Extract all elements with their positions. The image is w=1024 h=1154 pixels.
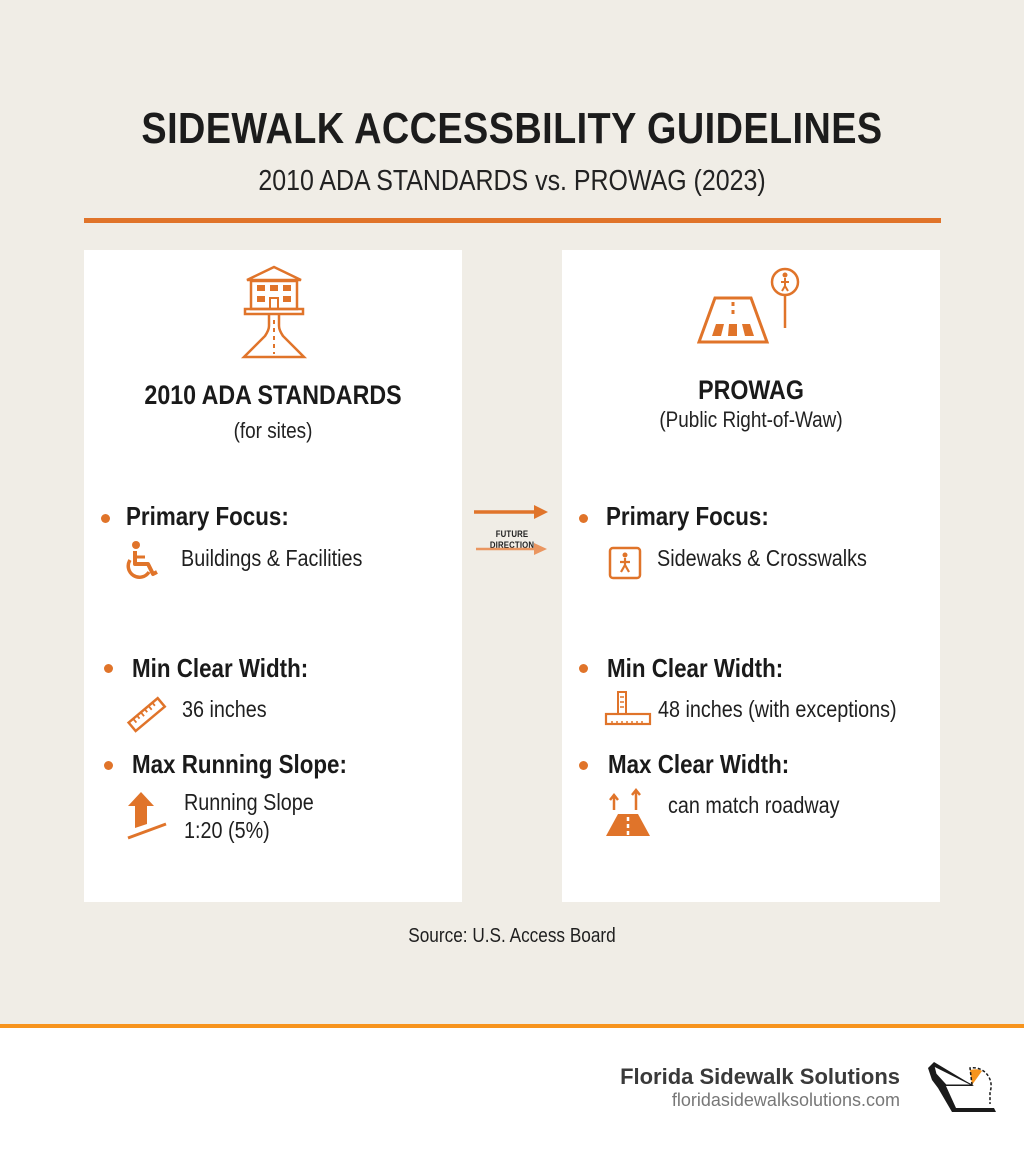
ada-running-slope-value-line2: 1:20 (5%) (184, 817, 270, 843)
bullet-dot (579, 761, 588, 770)
ada-primary-focus-label: Primary Focus: (126, 501, 289, 531)
ada-min-clear-width-label: Min Clear Width: (132, 653, 309, 683)
ada-panel-title: 2010 ADA STANDARDS (144, 380, 402, 410)
pedestrian-sign-icon (608, 546, 642, 580)
prowag-max-clear-width-label: Max Clear Width: (608, 749, 790, 779)
future-direction-label: FUTURE DIRECTION (489, 529, 535, 551)
ada-max-running-slope-label: Max Running Slope: (132, 749, 347, 779)
arrow-right-icon (466, 542, 558, 556)
page-title: SIDEWALK ACCESSBILITY GUIDELINES (141, 104, 883, 153)
title-divider (84, 218, 941, 223)
page-subtitle: 2010 ADA STANDARDS vs. PROWAG (2023) (258, 165, 766, 197)
bullet-dot (579, 664, 588, 673)
ada-min-clear-width-value: 36 inches (182, 696, 267, 722)
crosswalk-with-pedestrian-sign-icon (697, 264, 807, 346)
ruler-icon (126, 694, 168, 736)
prowag-panel-title: PROWAG (698, 375, 804, 405)
slope-arrow-icon (126, 790, 170, 842)
ada-running-slope-value-line1: Running Slope (184, 789, 314, 815)
prowag-min-clear-width-value: 48 inches (with exceptions) (658, 696, 897, 722)
prowag-max-clear-width-value: can match roadway (668, 792, 840, 818)
bullet-dot (104, 761, 113, 770)
prowag-min-clear-width-label: Min Clear Width: (607, 653, 784, 683)
brand-url-link[interactable]: floridasidewalksolutions.com (671, 1090, 900, 1110)
ada-primary-focus-value: Buildings & Facilities (181, 545, 363, 571)
bullet-dot (579, 514, 588, 523)
brand-name[interactable]: Florida Sidewalk Solutions (620, 1064, 900, 1089)
source-citation: Source: U.S. Access Board (408, 925, 616, 947)
bullet-dot (101, 514, 110, 523)
ada-panel-subtitle: (for sites) (233, 418, 313, 443)
sidewalk-logo-icon (924, 1058, 1000, 1114)
wheelchair-icon (124, 540, 162, 582)
road-arrows-icon (604, 788, 652, 838)
arrow-right-icon (466, 504, 558, 520)
prowag-panel (562, 250, 940, 902)
l-ruler-icon (604, 690, 652, 728)
bullet-dot (104, 664, 113, 673)
prowag-panel-subtitle: (Public Right-of-Waw) (659, 407, 843, 432)
ada-standards-panel (84, 250, 462, 902)
prowag-primary-focus-value: Sidewaks & Crosswalks (657, 545, 867, 571)
future-direction-connector (466, 500, 558, 564)
building-with-road-icon (239, 264, 309, 360)
prowag-primary-focus-label: Primary Focus: (606, 501, 769, 531)
